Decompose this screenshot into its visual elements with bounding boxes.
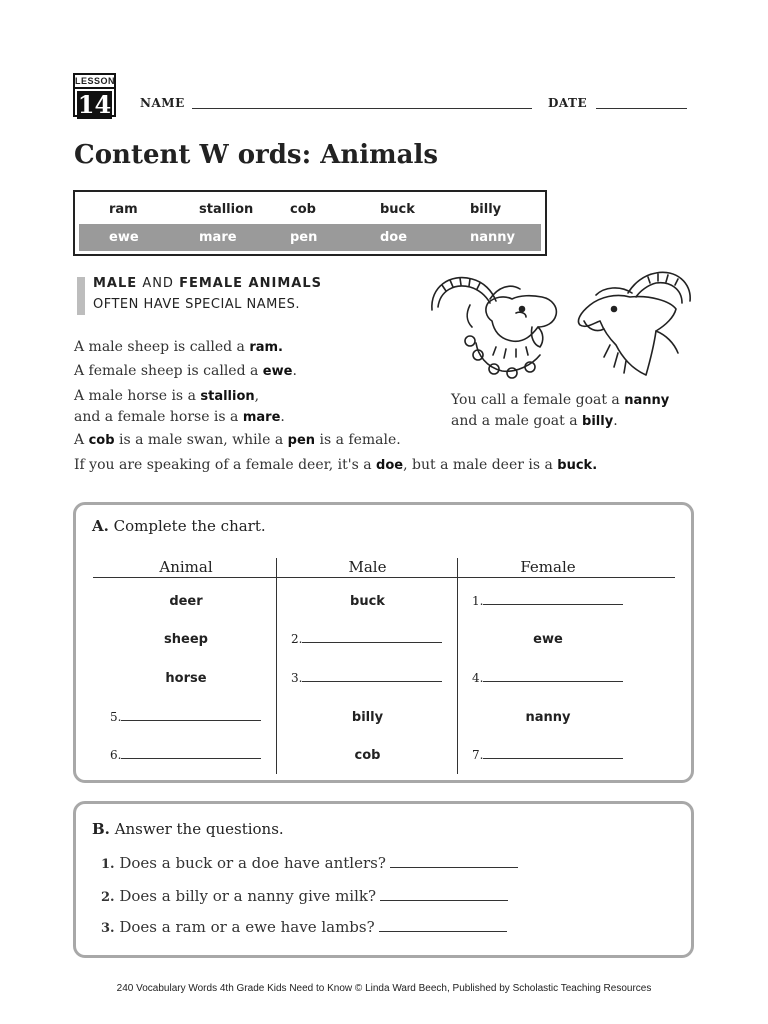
accent-bar bbox=[77, 277, 85, 315]
question-text: Does a ram or a ewe have lambs? bbox=[119, 918, 375, 936]
word: pen bbox=[290, 230, 318, 245]
cell-male: buck bbox=[350, 594, 385, 609]
key-word: ram. bbox=[249, 340, 283, 355]
word: ram bbox=[109, 202, 138, 217]
column-header-female: Female bbox=[520, 558, 576, 576]
goat-caption bbox=[451, 413, 618, 429]
section-b-heading bbox=[92, 820, 284, 838]
question-text: Does a buck or a doe have antlers? bbox=[119, 854, 386, 872]
word: mare bbox=[199, 230, 237, 245]
sentence-text: . bbox=[280, 409, 285, 425]
word: ewe bbox=[109, 230, 139, 245]
intro-line-1 bbox=[93, 276, 322, 291]
section-letter: A. bbox=[92, 517, 109, 535]
key-word: nanny bbox=[624, 393, 670, 408]
date-label: DATE bbox=[548, 96, 588, 110]
answer-blank[interactable] bbox=[379, 919, 507, 932]
key-word: pen bbox=[287, 433, 316, 448]
cell-female: nanny bbox=[525, 710, 571, 725]
word: doe bbox=[380, 230, 408, 245]
date-field[interactable] bbox=[596, 108, 687, 109]
blank-number: 2. bbox=[291, 632, 303, 646]
intro-male: MALE bbox=[93, 276, 138, 291]
goat-icon bbox=[432, 278, 557, 378]
word-row-female bbox=[79, 224, 541, 251]
page-title: Content W ords: Animals bbox=[74, 140, 439, 170]
sentence bbox=[74, 363, 297, 379]
cell-male: billy bbox=[351, 710, 384, 725]
sentence bbox=[74, 409, 285, 425]
answer-blank[interactable] bbox=[472, 671, 623, 685]
key-word: buck. bbox=[557, 458, 598, 473]
sentence-text: and a male goat a bbox=[451, 413, 583, 429]
sentence-text: A male horse is a bbox=[74, 388, 201, 404]
goat-illustration bbox=[420, 265, 705, 383]
sentence bbox=[74, 432, 401, 448]
sentence-text: . bbox=[613, 413, 618, 429]
blank-number: 4. bbox=[472, 671, 484, 685]
column-divider bbox=[276, 558, 277, 774]
question-number: 1. bbox=[101, 857, 115, 872]
cell-animal: horse bbox=[165, 671, 207, 686]
sentence bbox=[74, 339, 283, 355]
sentence-text: . bbox=[292, 363, 297, 379]
section-letter: B. bbox=[92, 820, 110, 838]
word: buck bbox=[380, 202, 415, 217]
answer-blank[interactable] bbox=[472, 594, 623, 608]
sentence-text: A male sheep is called a bbox=[74, 339, 250, 355]
sentence-text: A bbox=[74, 432, 89, 448]
header-rule bbox=[93, 577, 675, 578]
key-word: stallion bbox=[200, 389, 255, 404]
lesson-badge bbox=[73, 73, 116, 117]
key-word: cob bbox=[88, 433, 115, 448]
word: cob bbox=[290, 202, 316, 217]
footer-credit: 240 Vocabulary Words 4th Grade Kids Need to Know © Linda Ward Beech, Published by Scholastic Teaching Resources bbox=[116, 983, 652, 994]
word: billy bbox=[470, 202, 502, 217]
sentence-text: is a female. bbox=[315, 432, 401, 448]
word: stallion bbox=[199, 202, 254, 217]
question-number: 3. bbox=[101, 921, 115, 936]
question-number: 2. bbox=[101, 890, 115, 905]
blank-number: 7. bbox=[472, 748, 484, 762]
sentence bbox=[74, 457, 597, 473]
sentence-text: and a female horse is a bbox=[74, 409, 243, 425]
question bbox=[101, 918, 507, 936]
cell-animal: sheep bbox=[164, 632, 208, 647]
cell-animal: deer bbox=[169, 594, 203, 609]
name-label: NAME bbox=[140, 96, 185, 110]
blank-number: 5. bbox=[110, 710, 122, 724]
sentence-text: You call a female goat a bbox=[451, 392, 625, 408]
word-box bbox=[73, 190, 547, 256]
word-row-male bbox=[79, 196, 541, 223]
cell-male: cob bbox=[354, 748, 381, 763]
sentence-text: , bbox=[254, 388, 260, 404]
question bbox=[101, 887, 508, 905]
intro-line-2: OFTEN HAVE SPECIAL NAMES. bbox=[93, 297, 300, 312]
answer-blank[interactable] bbox=[380, 888, 508, 901]
answer-blank[interactable] bbox=[472, 748, 623, 762]
lesson-label: LESSON bbox=[75, 75, 114, 89]
key-word: doe bbox=[376, 458, 404, 473]
answer-blank[interactable] bbox=[291, 671, 442, 685]
key-word: ewe bbox=[262, 364, 293, 379]
section-instruction: Complete the chart. bbox=[113, 517, 266, 535]
answer-blank[interactable] bbox=[390, 855, 518, 868]
word: nanny bbox=[470, 230, 516, 245]
blank-number: 3. bbox=[291, 671, 303, 685]
sentence-text: A female sheep is called a bbox=[74, 363, 263, 379]
column-divider bbox=[457, 558, 458, 774]
section-instruction: Answer the questions. bbox=[114, 820, 284, 838]
column-header-animal: Animal bbox=[159, 558, 213, 576]
intro-and: AND bbox=[142, 276, 174, 291]
goat-caption bbox=[451, 392, 669, 408]
answer-blank[interactable] bbox=[291, 632, 442, 646]
sentence-text: , but a male deer is a bbox=[403, 457, 558, 473]
intro-female: FEMALE ANIMALS bbox=[179, 276, 322, 291]
blank-number: 1. bbox=[472, 594, 484, 608]
sentence-text: If you are speaking of a female deer, it's a bbox=[74, 457, 377, 473]
cell-female: ewe bbox=[533, 632, 563, 647]
lesson-number: 14 bbox=[77, 90, 112, 119]
column-header-male: Male bbox=[348, 558, 387, 576]
section-a-heading bbox=[92, 517, 266, 535]
question-text: Does a billy or a nanny give milk? bbox=[119, 887, 377, 905]
sentence-text: is a male swan, while a bbox=[114, 432, 288, 448]
key-word: billy bbox=[582, 414, 614, 429]
goat-icon bbox=[578, 272, 690, 375]
sentence bbox=[74, 388, 259, 404]
blank-number: 6. bbox=[110, 748, 122, 762]
question bbox=[101, 854, 518, 872]
key-word: mare bbox=[242, 410, 281, 425]
answer-blank[interactable] bbox=[110, 748, 261, 762]
answer-blank[interactable] bbox=[110, 710, 261, 724]
name-field[interactable] bbox=[192, 108, 532, 109]
